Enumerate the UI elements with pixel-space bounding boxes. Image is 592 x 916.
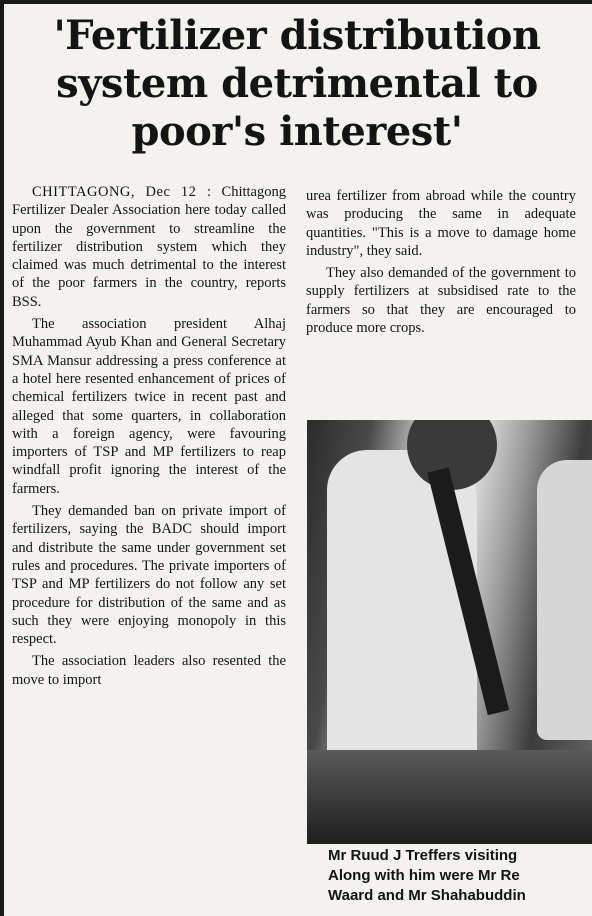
photo-figure-right xyxy=(537,460,592,740)
news-photo xyxy=(307,420,592,844)
paragraph-2: The association president Alhaj Muhammad Ayub Khan and General Secretary SMA Mansur addressing a press conference at a hotel here resented enhancement of prices of chemical fertilizers twice in recent past and alleged that some quarters, in collaboration with a foreign agency, were favouring importers of TSP and MP fertilizers to reap windfall profit ignoring the interest of the farmers. xyxy=(12,316,286,497)
paragraph-3: They demanded ban on private import of fertilizers, saying the BADC should import and distribute the same under government set rules and procedures. The private importers of TSP and MP fertilizers do not follow any set procedure for distribution of the same and as such they were enjoying monopoly in this respect. xyxy=(12,503,286,648)
paragraph-1-text: Chittagong Fertilizer Dealer Association here today called upon the government to streamline the fertilizer distribution system which they claimed was much detrimental to the interest of the poor farmers in the country, reports BSS. xyxy=(12,184,286,310)
article-headline: 'Fertilizer distribution system detrimental to poor's interest' xyxy=(53,12,541,155)
paragraph-6: They also demanded of the government to supply fertilizers at subsidised rate to the farmers so that they are encouraged to produce more crops. xyxy=(306,265,576,337)
photo-caption xyxy=(328,846,592,906)
right-column xyxy=(306,187,576,337)
caption-line-1: Mr Ruud J Treffers visiting xyxy=(328,847,518,864)
top-rule xyxy=(0,0,592,4)
paragraph-4: The association leaders also resented the move to import xyxy=(12,653,286,688)
dateline: CHITTAGONG, Dec 12 : xyxy=(32,184,212,200)
caption-line-3: Waard and Mr Shahabuddin xyxy=(328,887,526,904)
paragraph-5: urea fertilizer from abroad while the country was producing the same in adequate quantities. "This is a move to damage home industry", they said. xyxy=(306,188,576,259)
left-rule xyxy=(0,0,4,916)
paragraph-1 xyxy=(12,183,286,311)
caption-line-2: Along with him were Mr Re xyxy=(328,867,520,884)
photo-shadow xyxy=(307,750,592,844)
left-column xyxy=(12,183,286,689)
